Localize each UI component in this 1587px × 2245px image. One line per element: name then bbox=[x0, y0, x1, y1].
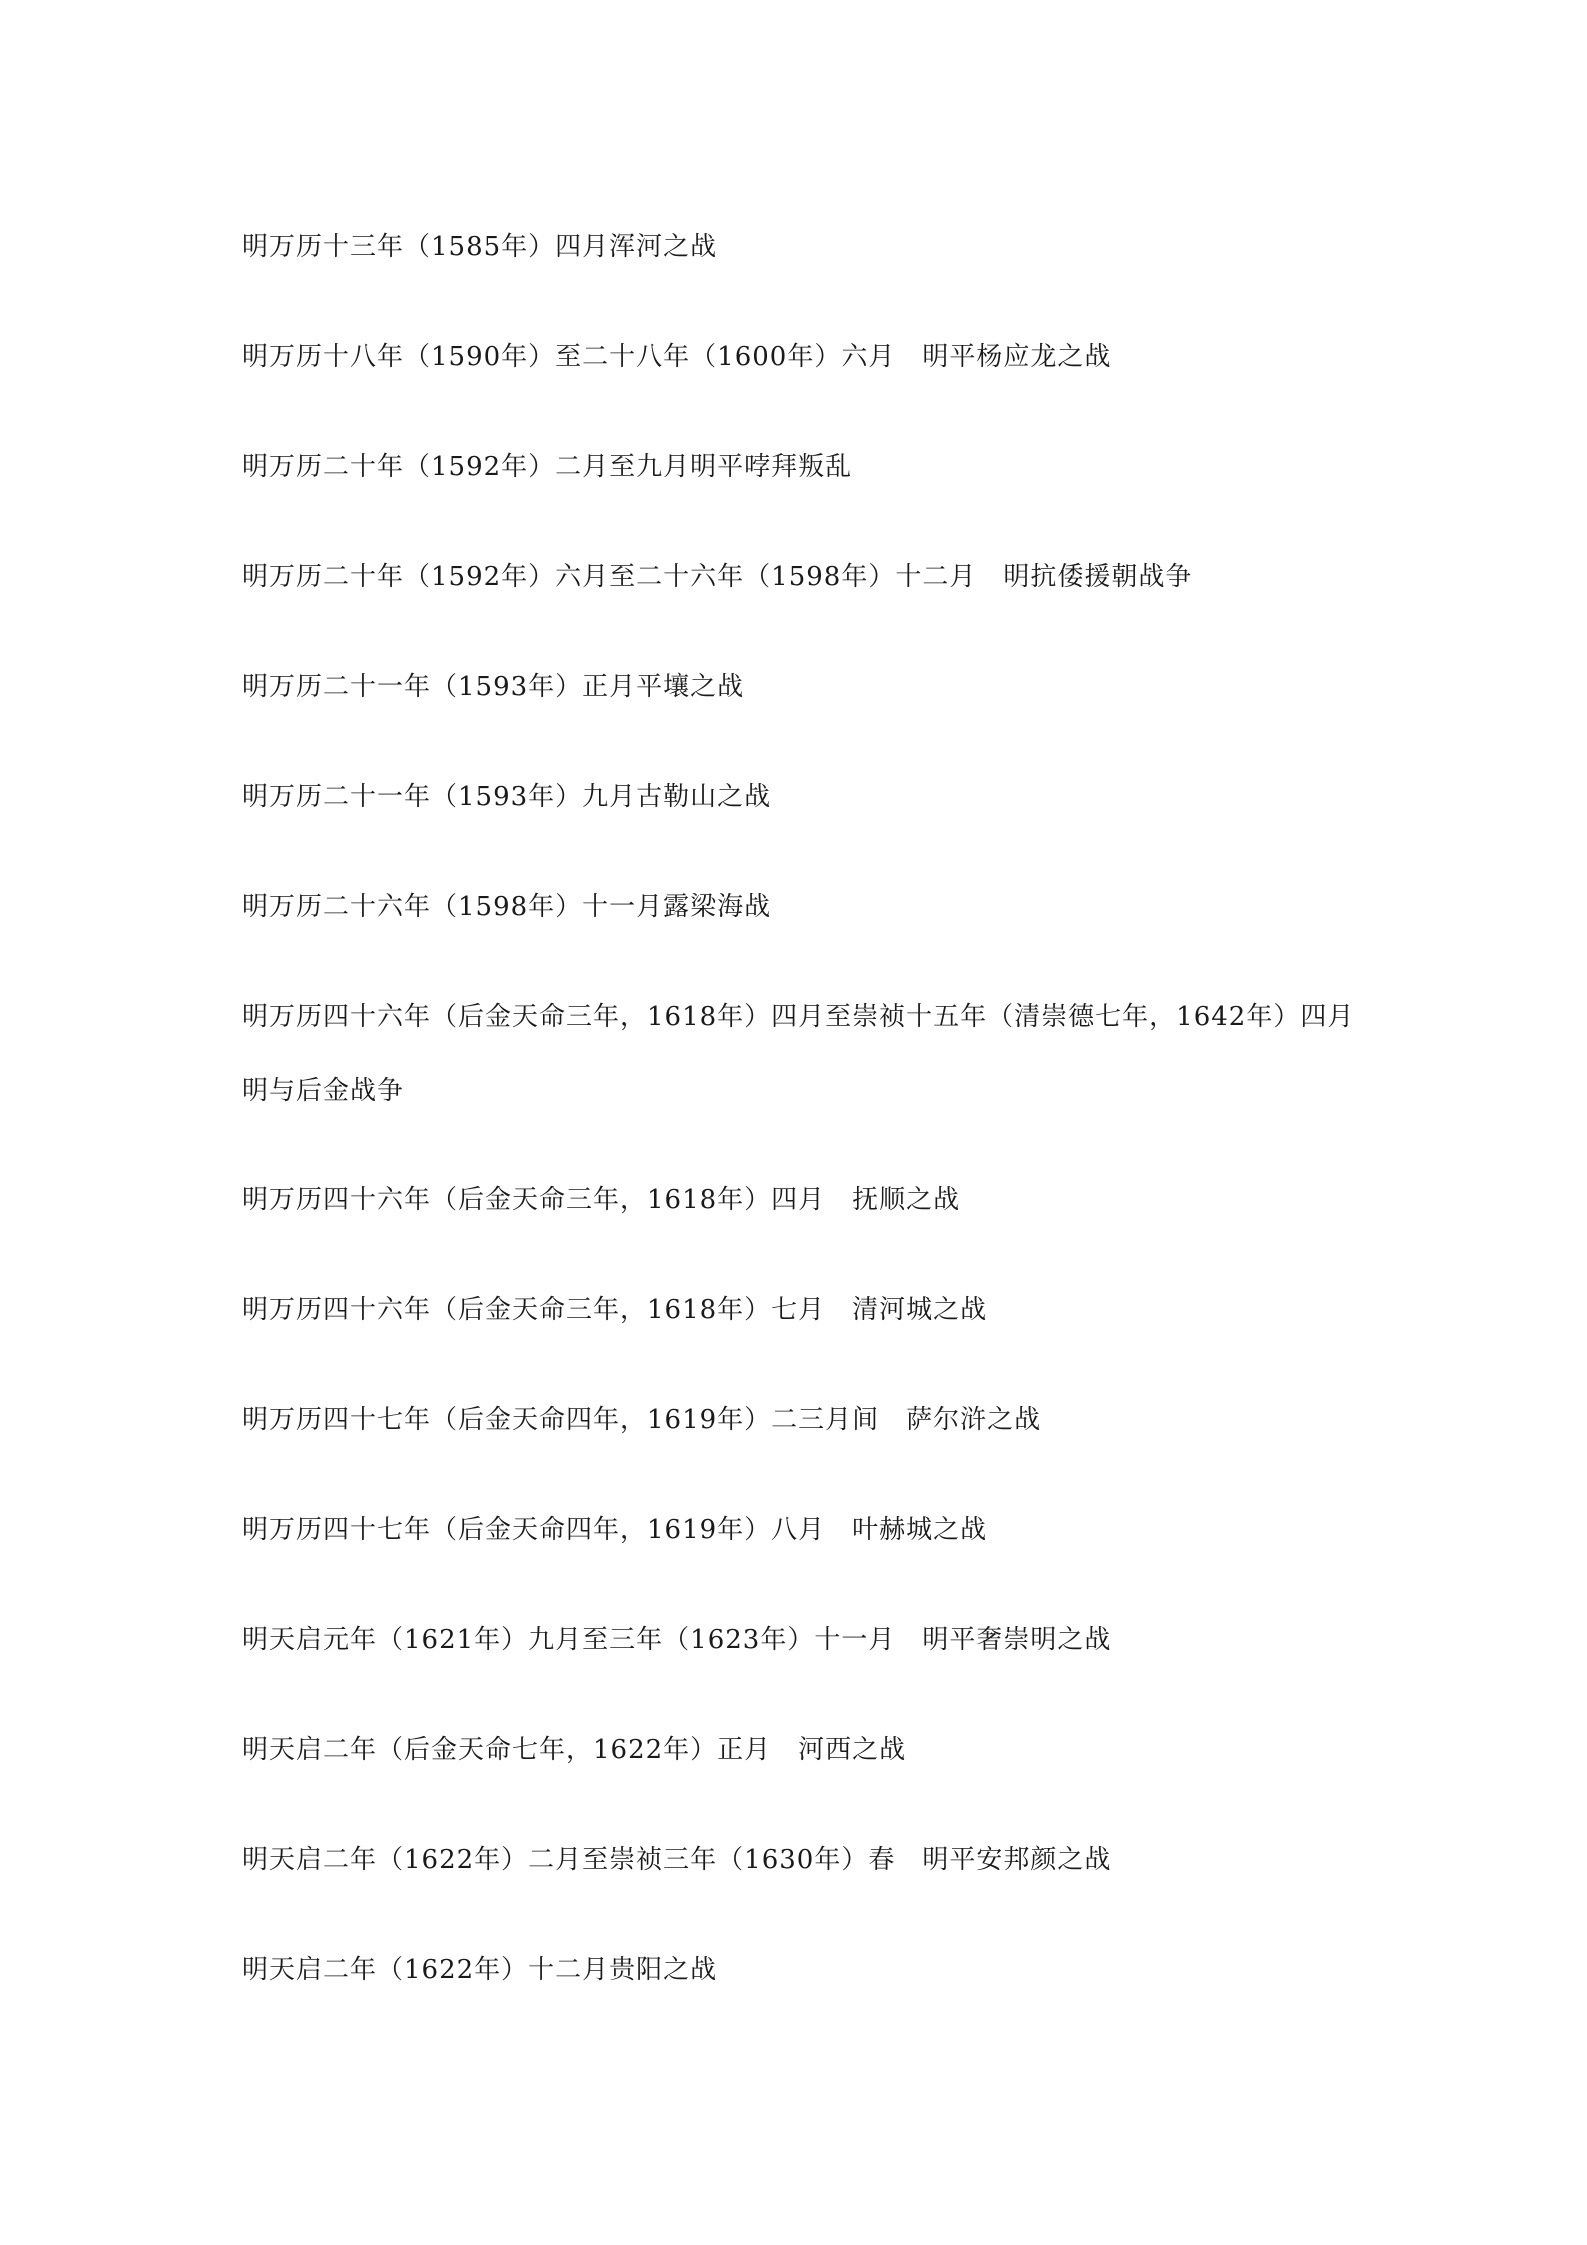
entry-8: 明万历四十六年（后金天命三年，1618年）四月至崇祯十五年（清崇德七年，1642年）四月 明与后金战争 bbox=[242, 1002, 1382, 1106]
entry-9: 明万历四十六年（后金天命三年，1618年）四月 抚顺之战 bbox=[242, 1185, 961, 1215]
entry-6: 明万历二十一年（1593年）九月古勒山之战 bbox=[242, 782, 772, 812]
entry-4: 明万历二十年（1592年）六月至二十六年（1598年）十二月 明抗倭援朝战争 bbox=[242, 562, 1193, 592]
entry-7: 明万历二十六年（1598年）十一月露梁海战 bbox=[242, 892, 772, 922]
entry-2: 明万历十八年（1590年）至二十八年（1600年）六月 明平杨应龙之战 bbox=[242, 342, 1112, 372]
entry-14: 明天启二年（后金天命七年，1622年）正月 河西之战 bbox=[242, 1735, 907, 1765]
entry-5: 明万历二十一年（1593年）正月平壤之战 bbox=[242, 672, 745, 702]
entry-10: 明万历四十六年（后金天命三年，1618年）七月 清河城之战 bbox=[242, 1295, 988, 1325]
entry-16: 明天启二年（1622年）十二月贵阳之战 bbox=[242, 1955, 718, 1985]
entry-13: 明天启元年（1621年）九月至三年（1623年）十一月 明平奢崇明之战 bbox=[242, 1625, 1112, 1655]
entry-12: 明万历四十七年（后金天命四年，1619年）八月 叶赫城之战 bbox=[242, 1515, 988, 1545]
entry-1: 明万历十三年（1585年）四月浑河之战 bbox=[242, 232, 718, 262]
entry-3: 明万历二十年（1592年）二月至九月明平哱拜叛乱 bbox=[242, 452, 853, 482]
entry-15: 明天启二年（1622年）二月至崇祯三年（1630年）春 明平安邦颜之战 bbox=[242, 1845, 1112, 1875]
entry-11: 明万历四十七年（后金天命四年，1619年）二三月间 萨尔浒之战 bbox=[242, 1405, 1042, 1435]
